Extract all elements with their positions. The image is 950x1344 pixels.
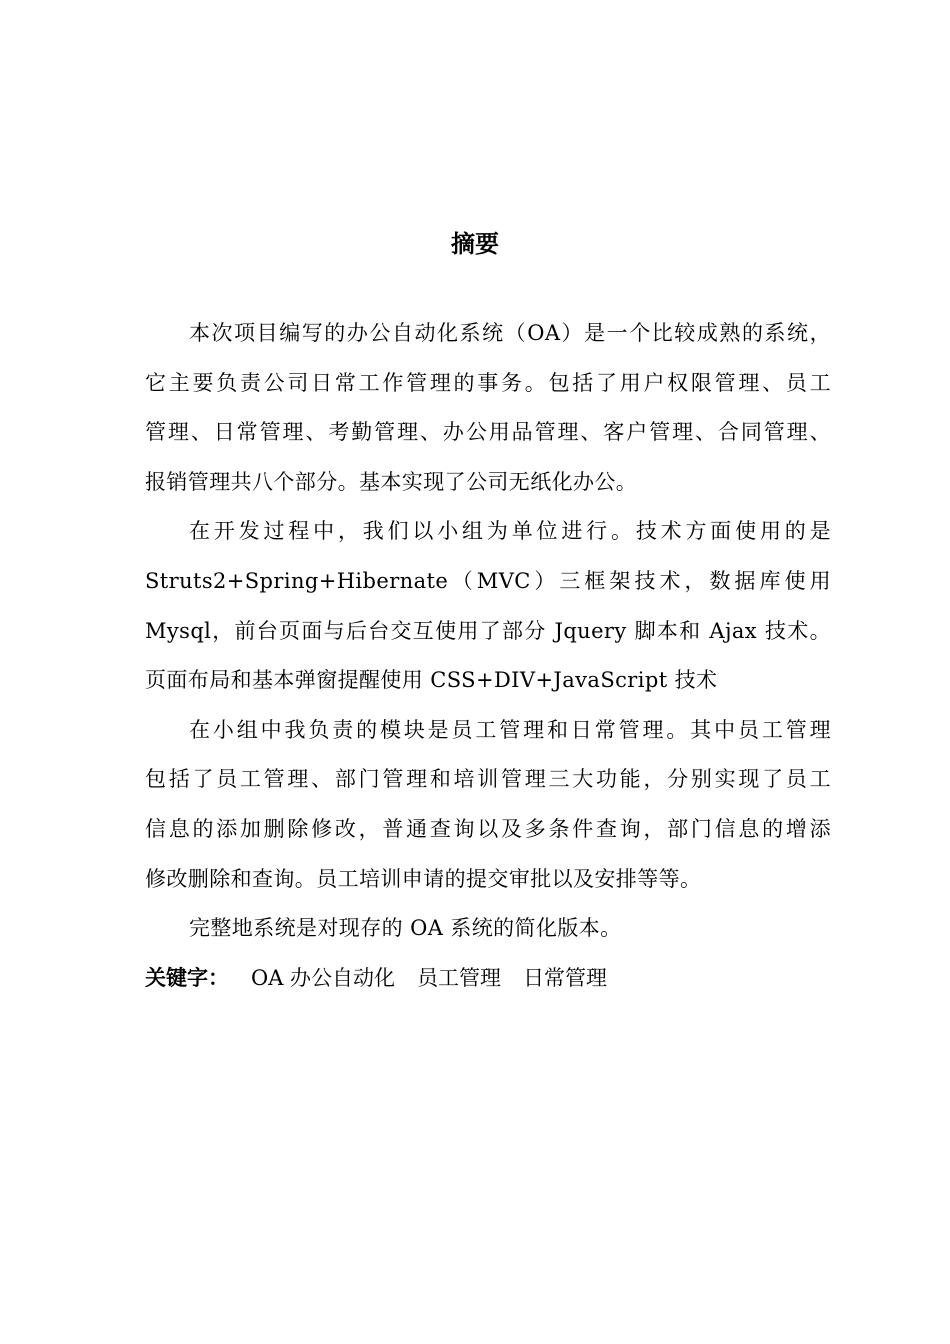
paragraph-line: 它主要负责公司日常工作管理的事务。包括了用户权限管理、员工 [145,370,831,395]
paragraph-line: 本次项目编写的办公自动化系统（OA）是一个比较成熟的系统， [189,321,831,345]
paragraph-line: 管理、日常管理、考勤管理、办公用品管理、客户管理、合同管理、 [145,420,831,445]
paragraph-line: 包括了员工管理、部门管理和培训管理三大功能，分别实现了员工 [145,767,831,792]
paragraph-line: Struts2+Spring+Hibernate（MVC）三框架技术，数据库使用 [145,568,831,593]
paragraph-1 [145,309,831,507]
paragraph-4 [145,904,831,954]
keyword-item: 日常管理 [523,965,608,990]
paragraph-line: 在小组中我负责的模块是员工管理和日常管理。其中员工管理 [189,717,831,742]
abstract-body [145,309,831,1003]
paragraph-line: 完整地系统是对现存的 OA 系统的简化版本。 [189,916,622,941]
paragraph-line: 页面布局和基本弹窗提醒使用 CSS+DIV+JavaScript 技术 [145,668,718,693]
paragraph-line: 修改删除和查询。员工培训申请的提交审批以及安排等等。 [145,866,702,891]
keyword-item: OA 办公自动化 [251,965,396,990]
keyword-item: 员工管理 [417,965,502,990]
keywords-line [145,954,831,1004]
paragraph-2 [145,507,831,705]
paragraph-line: Mysql，前台页面与后台交互使用了部分 Jquery 脚本和 Ajax 技术。 [145,618,831,643]
keywords-label: 关键字： [145,965,229,990]
paragraph-line: 在开发过程中，我们以小组为单位进行。技术方面使用的是 [189,519,831,544]
paragraph-line: 信息的添加删除修改，普通查询以及多条件查询，部门信息的增添 [145,816,831,841]
paragraph-3 [145,706,831,904]
paragraph-line: 报销管理共八个部分。基本实现了公司无纸化办公。 [145,469,638,494]
page-title: 摘要 [451,230,499,258]
